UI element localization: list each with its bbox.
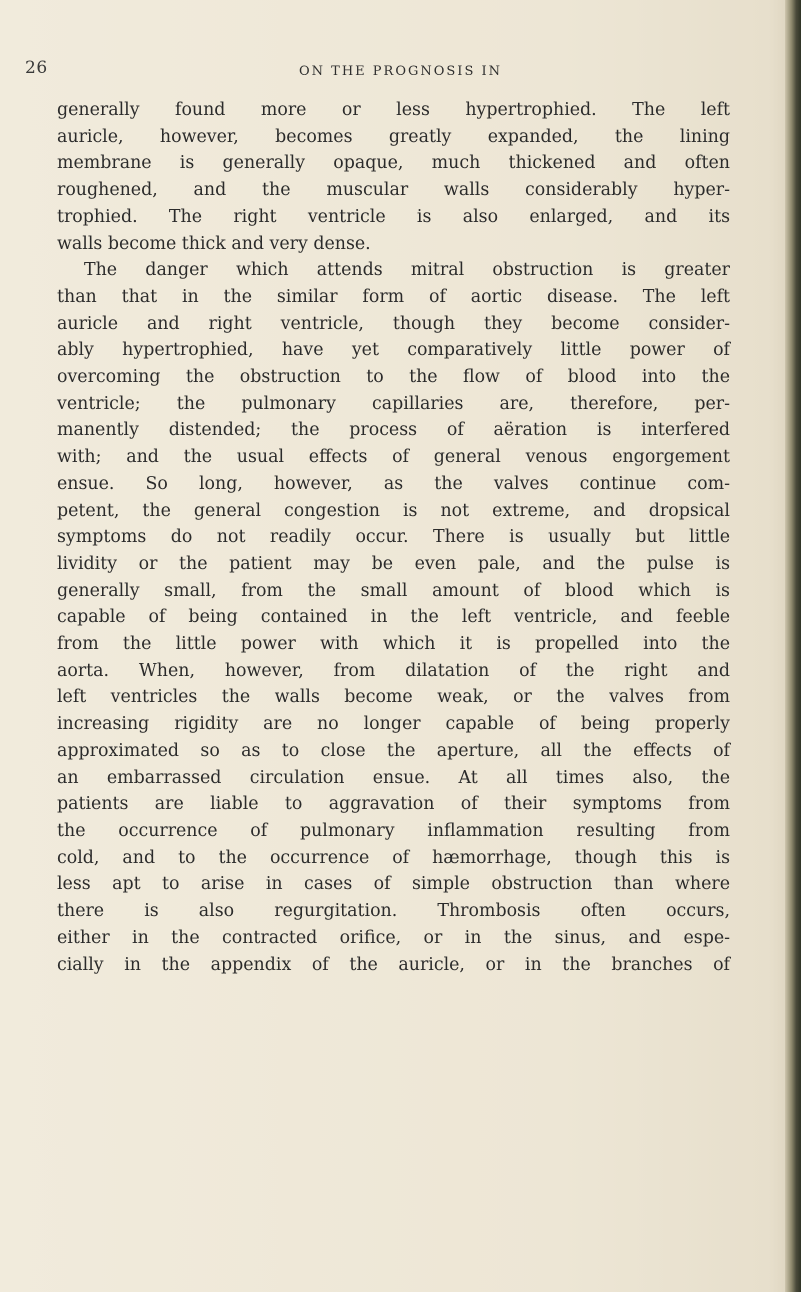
text-line: left ventricles the walls become weak, or the valves from bbox=[57, 687, 730, 708]
text-line: membrane is generally opaque, much thickened and often bbox=[57, 153, 730, 174]
text-line: with; and the usual effects of general venous engorgement bbox=[57, 447, 730, 468]
text-line: overcoming the obstruction to the flow of blood into the bbox=[57, 367, 730, 388]
paragraph-first-line: The danger which attends mitral obstruction is greater bbox=[84, 260, 730, 281]
text-line: generally small, from the small amount of blood which is bbox=[57, 580, 730, 601]
text-line: roughened, and the muscular walls considerably hyper- bbox=[57, 180, 730, 201]
text-line: walls become thick and very dense. bbox=[57, 233, 371, 254]
page-number: 26 bbox=[25, 58, 48, 78]
text-line: an embarrassed circulation ensue. At all times also, the bbox=[57, 767, 730, 788]
running-head: ON THE PROGNOSIS IN bbox=[299, 64, 502, 79]
text-line: less apt to arise in cases of simple obstruction than where bbox=[57, 874, 730, 895]
text-line: ensue. So long, however, as the valves continue com- bbox=[57, 473, 730, 494]
page-binding-edge bbox=[785, 0, 801, 1292]
text-line: than that in the similar form of aortic disease. The left bbox=[57, 286, 730, 307]
text-line: patients are liable to aggravation of their symptoms from bbox=[57, 794, 730, 815]
text-line: ably hypertrophied, have yet comparatively little power of bbox=[57, 340, 730, 361]
text-line: auricle, however, becomes greatly expanded, the lining bbox=[57, 126, 730, 147]
text-line: ventricle; the pulmonary capillaries are, therefore, per- bbox=[57, 393, 730, 414]
text-line: either in the contracted orifice, or in the sinus, and espe- bbox=[57, 927, 730, 948]
text-line: cially in the appendix of the auricle, or in the branches of bbox=[57, 954, 730, 975]
text-line: capable of being contained in the left ventricle, and feeble bbox=[57, 607, 730, 628]
text-line: the occurrence of pulmonary inflammation resulting from bbox=[57, 820, 730, 841]
text-line: aorta. When, however, from dilatation of the right and bbox=[57, 660, 730, 681]
text-line: manently distended; the process of aëration is interfered bbox=[57, 420, 730, 441]
text-line: trophied. The right ventricle is also enlarged, and its bbox=[57, 206, 730, 227]
text-line: from the little power with which it is propelled into the bbox=[57, 634, 730, 655]
body-text bbox=[57, 97, 730, 978]
text-line: lividity or the patient may be even pale, and the pulse is bbox=[57, 553, 730, 574]
text-line: there is also regurgitation. Thrombosis often occurs, bbox=[57, 901, 730, 922]
text-line: petent, the general congestion is not extreme, and dropsical bbox=[57, 500, 730, 521]
text-line: auricle and right ventricle, though they become consider- bbox=[57, 313, 730, 334]
text-line: increasing rigidity are no longer capable of being properly bbox=[57, 714, 730, 735]
text-line: approximated so as to close the aperture, all the effects of bbox=[57, 740, 730, 761]
text-line: symptoms do not readily occur. There is usually but little bbox=[57, 527, 730, 548]
text-line: cold, and to the occurrence of hæmorrhage, though this is bbox=[57, 847, 730, 868]
text-line: generally found more or less hypertrophied. The left bbox=[57, 100, 730, 120]
